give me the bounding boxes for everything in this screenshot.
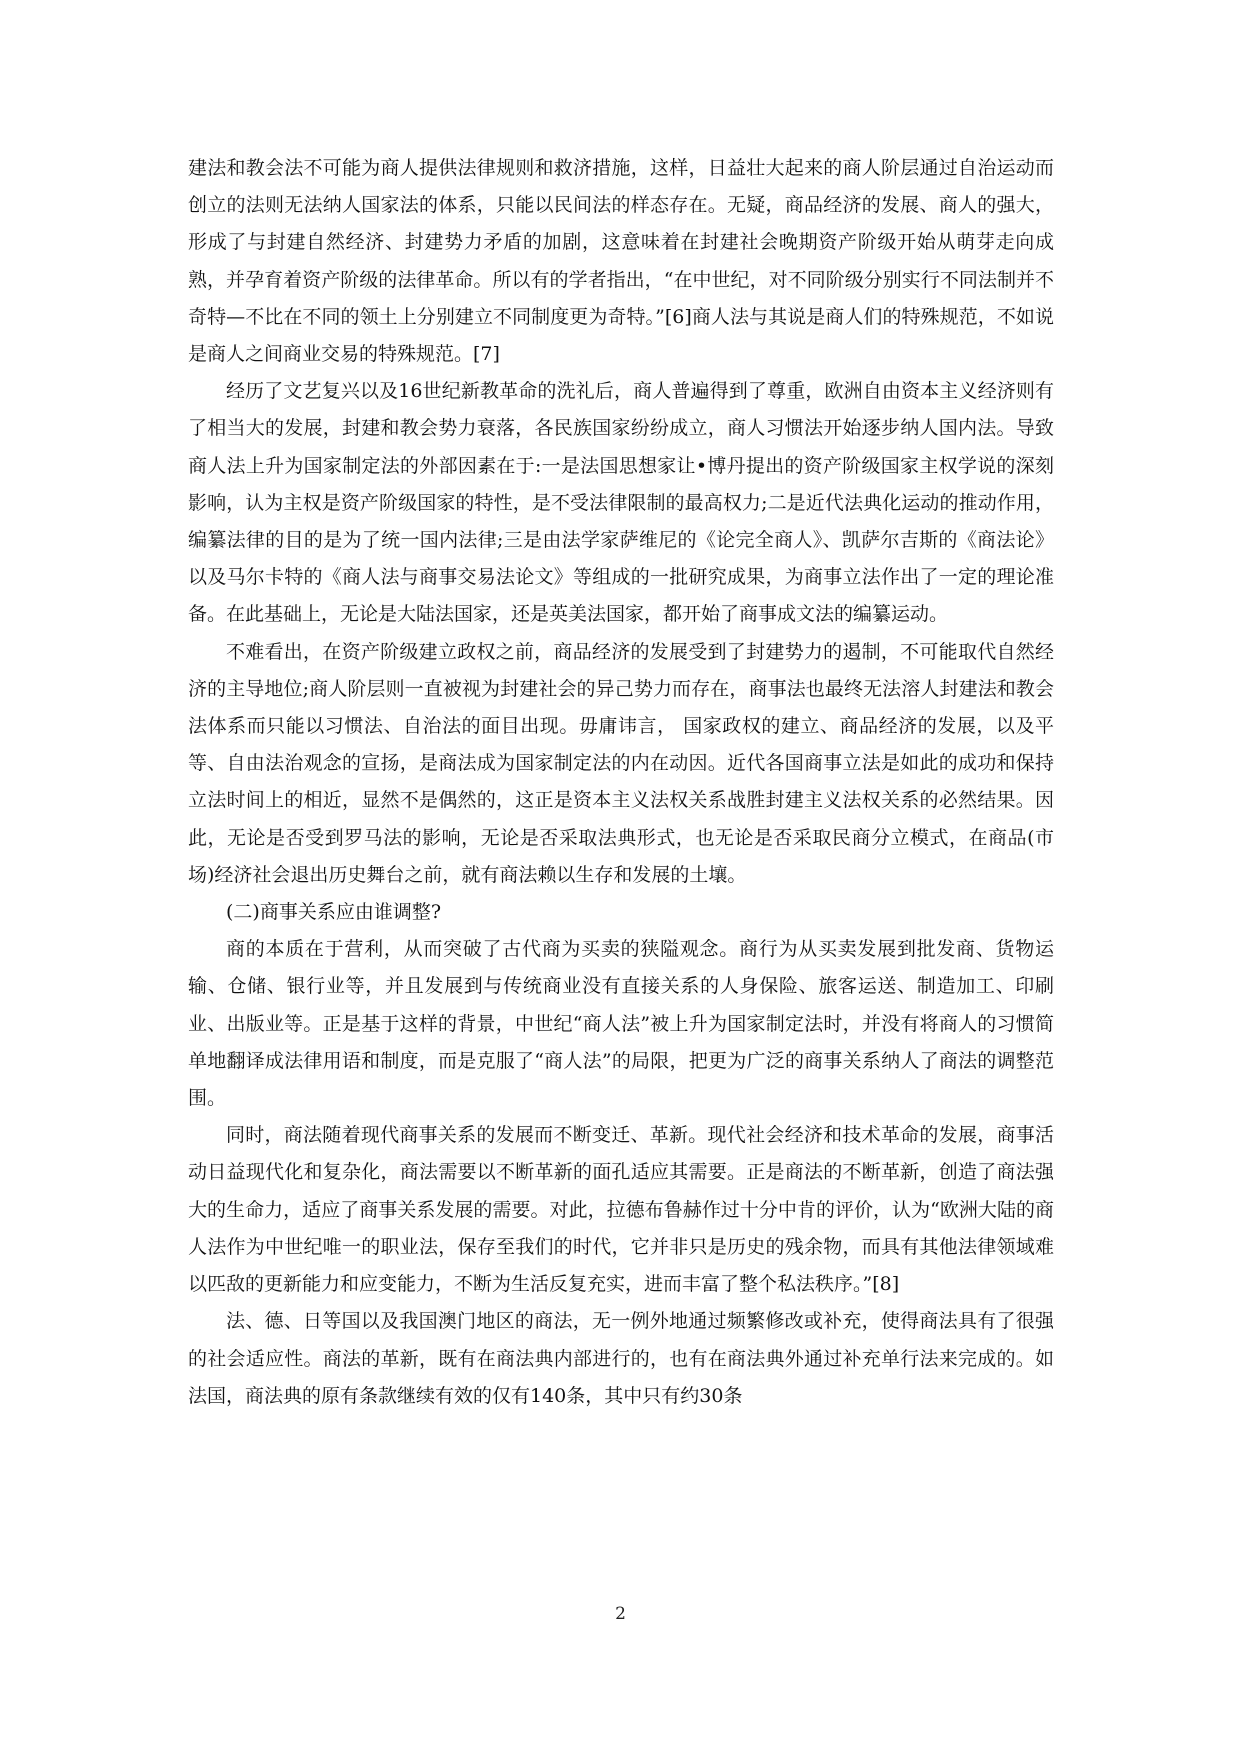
paragraph-commercial-law-innovation: 同时，商法随着现代商事关系的发展而不断变迁、革新。现代社会经济和技术革命的发展，商事活动日益现代化和复杂化，商法需要以不断革新的面孔适应其需要。正是商法的不断革新，创造了商法强大的生命力，适应了商事关系发展的需要。对此，拉德布鲁赫作过十分中肯的评价，认为“欧洲大陆的商人法作为中世纪唯一的职业法，保存至我们的时代，它并非只是历史的残余物，而具有其他法律领域难以匹敌的更新能力和应变能力，不断为生活反复充实，进而丰富了整个私法秩序。”[8] — [188, 1124, 1054, 1296]
paragraph-continuation: 建法和教会法不可能为商人提供法律规则和救济措施，这样，日益壮大起来的商人阶层通过自治运动而创立的法则无法纳人国家法的体系，只能以民间法的样态存在。无疑，商品经济的发展、商人的强大，形成了与封建自然经济、封建势力矛盾的加剧，这意味着在封建社会晚期资产阶级开始从萌芽走向成熟，并孕育着资产阶级的法律革命。所以有的学者指出，“在中世纪，对不同阶级分别实行不同法制并不奇特—不比在不同的领土上分别建立不同制度更为奇特。”[6]商人法与其说是商人们的特殊规范，不如说是商人之间商业交易的特殊规范。[7] — [188, 157, 1054, 366]
paragraph-commerce-essence: 商的本质在于营利，从而突破了古代商为买卖的狭隘观念。商行为从买卖发展到批发商、货物运输、仓储、银行业等，并且发展到与传统商业没有直接关系的人身保险、旅客运送、制造加工、印刷业、出版业等。正是基于这样的背景，中世纪“商人法”被上升为国家制定法时，并没有将商人的习惯简单地翻译成法律用语和制度，而是克服了“商人法”的局限，把更为广泛的商事关系纳人了商法的调整范围。 — [188, 938, 1054, 1110]
document-body — [188, 150, 1054, 1415]
page-number: 2 — [615, 1604, 626, 1624]
paragraph-renaissance: 经历了文艺复兴以及16世纪新教革命的洗礼后，商人普遍得到了尊重，欧洲自由资本主义经济则有了相当大的发展，封建和教会势力衰落，各民族国家纷纷成立，商人习惯法开始逐步纳人国内法。导致商人法上升为国家制定法的外部因素在于:一是法国思想家让•博丹提出的资产阶级国家主权学说的深刻影响，认为主权是资产阶级国家的特性，是不受法律限制的最高权力;二是近代法典化运动的推动作用，编纂法律的目的是为了统一国内法律;三是由法学家萨维尼的《论完全商人》、凯萨尔吉斯的《商法论》以及马尔卡特的《商人法与商事交易法论文》等组成的一批研究成果，为商事立法作出了一定的理论准备。在此基础上，无论是大陆法国家，还是英美法国家，都开始了商事成文法的编纂运动。 — [188, 380, 1054, 626]
section-heading: (二)商事关系应由谁调整? — [226, 901, 442, 924]
paragraph-revision: 法、德、日等国以及我国澳门地区的商法，无一例外地通过频繁修改或补充，使得商法具有了很强的社会适应性。商法的革新，既有在商法典内部进行的，也有在商法典外通过补充单行法来完成的。如法国，商法典的原有条款继续有效的仅有140条，其中只有约30条 — [188, 1310, 1054, 1407]
paragraph-bourgeois-power: 不难看出，在资产阶级建立政权之前，商品经济的发展受到了封建势力的遏制，不可能取代自然经济的主导地位;商人阶层则一直被视为封建社会的异己势力而存在，商事法也最终无法溶人封建法和教会法体系而只能以习惯法、自治法的面目出现。毋庸讳言， 国家政权的建立、商品经济的发展，以及平等、自由法治观念的宣扬，是商法成为国家制定法的内在动因。近代各国商事立法是如此的成功和保持立法时间上的相近，显然不是偶然的，这正是资本主义法权关系战胜封建主义法权关系的必然结果。因此，无论是否受到罗马法的影响，无论是否采取法典形式，也无论是否采取民商分立模式，在商品(市场)经济社会退出历史舞台之前，就有商法赖以生存和发展的土壤。 — [188, 640, 1054, 886]
